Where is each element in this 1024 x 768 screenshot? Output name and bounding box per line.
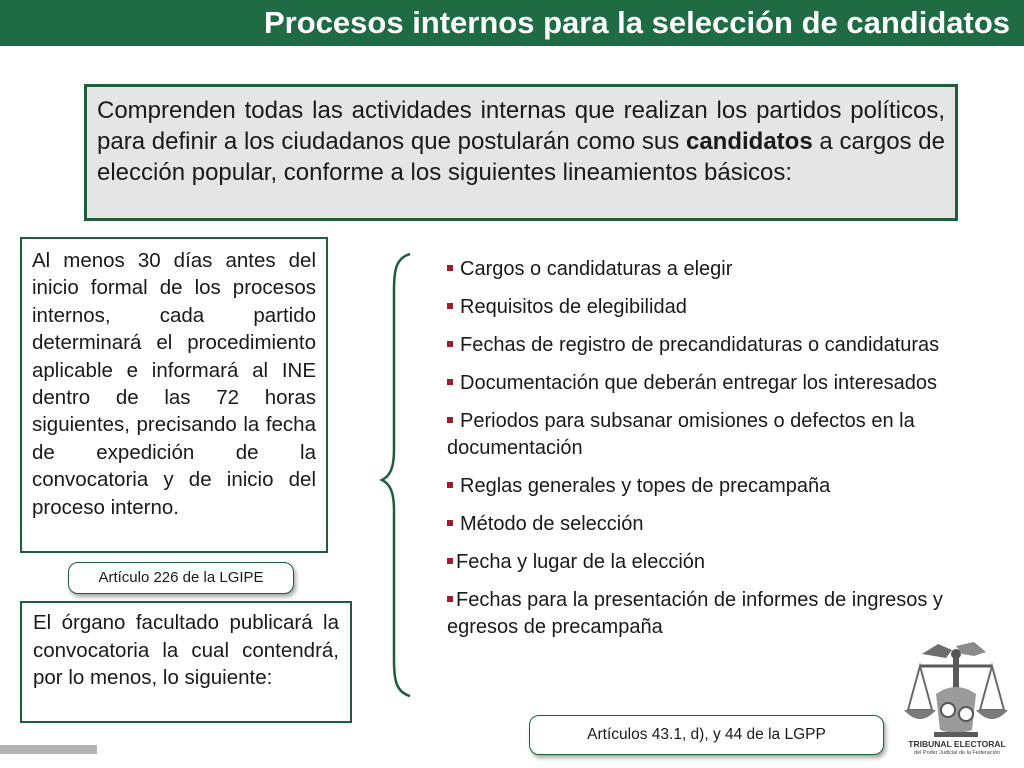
list-item-text: Cargos o candidaturas a elegir	[460, 258, 733, 280]
intro-box	[84, 84, 958, 221]
list-item-text: Método de selección	[460, 513, 644, 535]
square-bullet-icon	[447, 303, 453, 309]
list-item	[447, 408, 972, 462]
square-bullet-icon	[447, 265, 453, 271]
square-bullet-icon	[447, 596, 453, 602]
intro-text-start: Comprenden todas las actividades internas que realizan los partidos políticos, para definir a los ciudadanos que postularán como sus	[97, 97, 945, 155]
deadline-box: Al menos 30 días antes del inicio formal de los procesos internos, cada partido determinará el procedimiento aplicable e informará al INE dentro de las 72 horas siguientes, precisando la fecha de expedición de la convocatoria y de inicio del proceso interno.	[20, 237, 328, 553]
article-226-reference: Artículo 226 de la LGIPE	[68, 562, 294, 594]
list-item-text: Fechas para la presentación de informes de ingresos y egresos de precampaña	[447, 589, 943, 638]
list-item-text: Requisitos de elegibilidad	[460, 296, 687, 318]
intro-text-end: a cargos de elección popular, conforme a los siguientes lineamientos básicos:	[97, 128, 945, 186]
square-bullet-icon	[447, 379, 453, 385]
square-bullet-icon	[447, 558, 453, 564]
page-title: Procesos internos para la selección de candidatos	[264, 5, 1010, 40]
list-item	[447, 549, 972, 576]
curly-brace-icon	[378, 250, 414, 700]
list-item	[447, 256, 972, 283]
square-bullet-icon	[447, 520, 453, 526]
list-item	[447, 511, 972, 538]
logo-title: TRIBUNAL ELECTORAL	[908, 739, 1006, 749]
list-item-text: Reglas generales y topes de precampaña	[460, 475, 831, 497]
intro-bold-word: candidatos	[685, 128, 813, 155]
requirements-list	[447, 256, 972, 652]
footer-accent-bar	[0, 745, 97, 754]
list-item-text: Documentación que deberán entregar los interesados	[460, 372, 937, 394]
square-bullet-icon	[447, 482, 453, 488]
list-item	[447, 587, 972, 641]
article-43-44-reference: Artículos 43.1, d), y 44 de la LGPP	[529, 715, 884, 755]
list-item-text: Fecha y lugar de la elección	[456, 551, 706, 573]
convocatoria-box: El órgano facultado publicará la convocatoria la cual contendrá, por lo menos, lo siguiente:	[20, 601, 352, 723]
list-item	[447, 294, 972, 321]
list-item	[447, 473, 972, 500]
list-item-text: Fechas de registro de precandidaturas o candidaturas	[460, 334, 940, 356]
list-item	[447, 332, 972, 359]
title-bar	[0, 0, 1024, 46]
square-bullet-icon	[447, 341, 453, 347]
square-bullet-icon	[447, 417, 453, 423]
list-item-text: Periodos para subsanar omisiones o defectos en la documentación	[447, 410, 915, 459]
logo-subtitle: del Poder Judicial de la Federación	[914, 750, 1000, 756]
list-item	[447, 370, 972, 397]
